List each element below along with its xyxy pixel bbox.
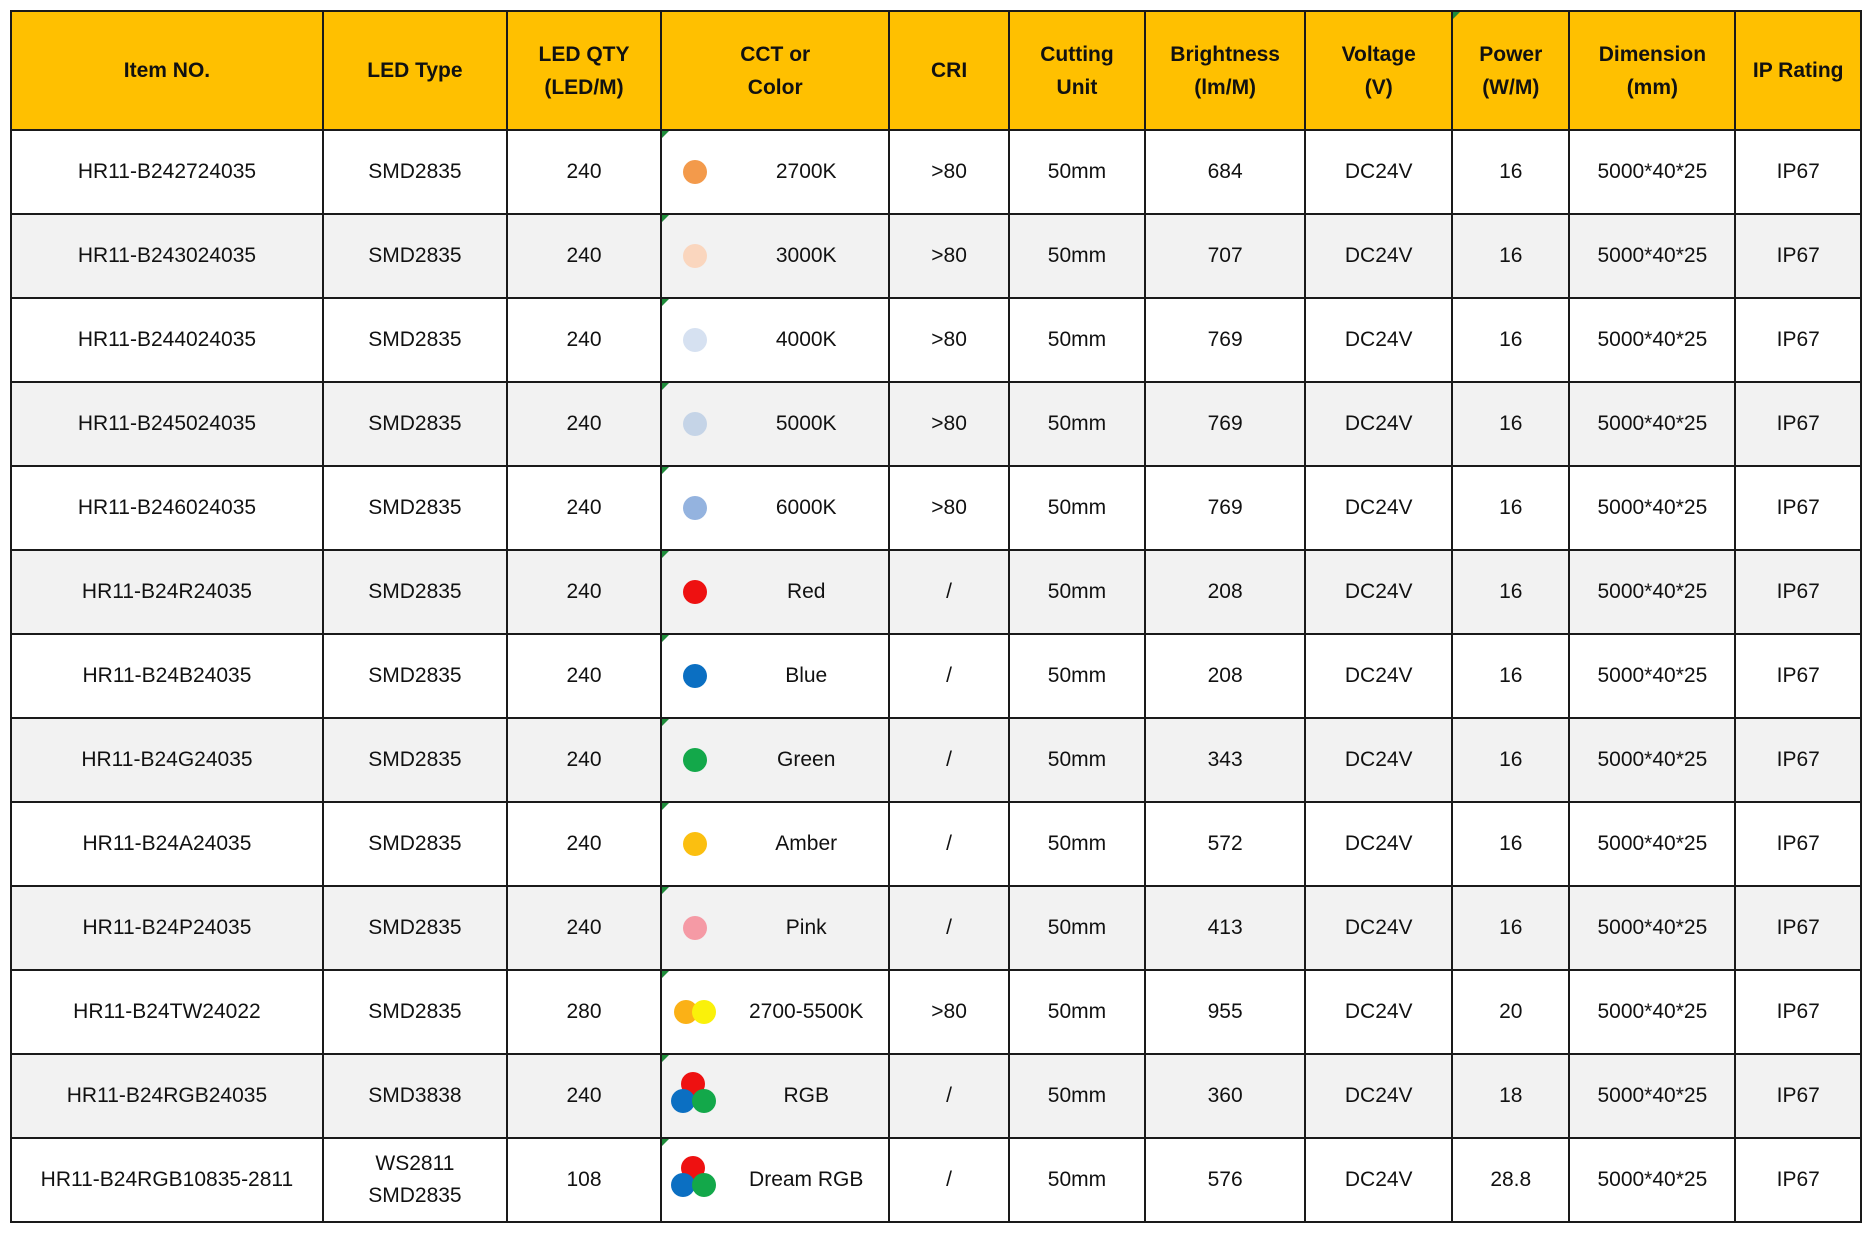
header-text: CRI <box>931 59 968 82</box>
header-text: Unit <box>1056 75 1098 99</box>
led-type-text: WS2811 <box>375 1152 455 1175</box>
color-name: 3000K <box>775 244 837 267</box>
led-type-cell <box>323 886 507 970</box>
dimension-cell: 5000*40*25 <box>1569 550 1735 634</box>
item-no-cell: HR11-B24A24035 <box>11 802 323 886</box>
voltage-cell: DC24V <box>1305 886 1452 970</box>
header-text: IP Rating <box>1752 59 1844 82</box>
led-type-text: SMD2835 <box>368 664 462 687</box>
led-color-swatch-icon <box>671 568 719 616</box>
dimension-cell: 5000*40*25 <box>1569 382 1735 466</box>
cutting-unit-cell: 50mm <box>1009 130 1145 214</box>
led-type-cell <box>323 634 507 718</box>
led-type-cell <box>323 970 507 1054</box>
cri-cell: >80 <box>889 466 1009 550</box>
led-type-text: SMD2835 <box>368 412 462 435</box>
item-no-cell: HR11-B24G24035 <box>11 718 323 802</box>
power-cell: 16 <box>1452 466 1569 550</box>
led-dot-icon <box>683 832 707 856</box>
led-color-swatch-icon <box>671 904 719 952</box>
color-cell <box>661 634 889 718</box>
color-name: 4000K <box>775 328 837 351</box>
led-type-text: SMD3838 <box>368 1084 462 1107</box>
led-qty-cell: 108 <box>507 1138 661 1222</box>
dimension-cell: 5000*40*25 <box>1569 298 1735 382</box>
color-cell <box>661 382 889 466</box>
cri-cell: / <box>889 550 1009 634</box>
table-row <box>11 298 1861 382</box>
item-no-cell: HR11-B243024035 <box>11 214 323 298</box>
led-spec-table <box>10 10 1862 1223</box>
cri-cell: >80 <box>889 214 1009 298</box>
led-type-text: SMD2835 <box>368 748 462 771</box>
color-cell <box>661 466 889 550</box>
power-cell: 16 <box>1452 298 1569 382</box>
led-type-text: SMD2835 <box>368 1184 462 1207</box>
dimension-cell: 5000*40*25 <box>1569 466 1735 550</box>
ip-rating-cell: IP67 <box>1735 970 1861 1054</box>
header-text: (V) <box>1364 75 1393 99</box>
cri-cell: / <box>889 634 1009 718</box>
cell-marker-icon <box>662 299 669 306</box>
dimension-cell: 5000*40*25 <box>1569 718 1735 802</box>
item-no-cell: HR11-B242724035 <box>11 130 323 214</box>
brightness-cell: 208 <box>1145 634 1305 718</box>
item-no-cell: HR11-B24R24035 <box>11 550 323 634</box>
led-type-cell <box>323 298 507 382</box>
cutting-unit-cell: 50mm <box>1009 382 1145 466</box>
led-type-cell <box>323 1138 507 1222</box>
item-no-cell: HR11-B24RGB24035 <box>11 1054 323 1138</box>
power-cell: 16 <box>1452 718 1569 802</box>
color-name: Red <box>786 580 826 603</box>
cell-marker-icon <box>662 383 669 390</box>
color-name: Green <box>777 748 836 771</box>
color-cell <box>661 130 889 214</box>
led-dot-icon <box>683 748 707 772</box>
header-text: Power <box>1479 42 1543 66</box>
led-qty-cell: 240 <box>507 130 661 214</box>
cell-marker-icon <box>662 719 669 726</box>
voltage-cell: DC24V <box>1305 1054 1452 1138</box>
color-cell <box>661 298 889 382</box>
led-color-swatch-icon <box>671 736 719 784</box>
led-qty-cell: 240 <box>507 550 661 634</box>
cutting-unit-cell: 50mm <box>1009 550 1145 634</box>
color-cell <box>661 550 889 634</box>
brightness-cell: 707 <box>1145 214 1305 298</box>
led-color-swatch-icon <box>671 316 719 364</box>
header-text: (LED/M) <box>544 75 624 99</box>
ip-rating-cell: IP67 <box>1735 298 1861 382</box>
table-row <box>11 1054 1861 1138</box>
item-no-cell: HR11-B24TW24022 <box>11 970 323 1054</box>
cutting-unit-cell: 50mm <box>1009 214 1145 298</box>
led-color-swatch-icon <box>671 652 719 700</box>
power-cell: 20 <box>1452 970 1569 1054</box>
led-color-swatch-icon <box>671 232 719 280</box>
header-text: Item NO. <box>123 59 211 82</box>
table-header <box>11 11 1861 130</box>
led-dot-icon <box>683 160 707 184</box>
header-item-no <box>11 11 323 130</box>
led-type-cell <box>323 1054 507 1138</box>
led-dot-icon <box>683 664 707 688</box>
color-cell <box>661 970 889 1054</box>
dimension-cell: 5000*40*25 <box>1569 214 1735 298</box>
header-text: (mm) <box>1626 75 1679 99</box>
header-ip-rating <box>1735 11 1861 130</box>
brightness-cell: 343 <box>1145 718 1305 802</box>
power-cell: 28.8 <box>1452 1138 1569 1222</box>
led-qty-cell: 240 <box>507 718 661 802</box>
cell-marker-icon <box>662 131 669 138</box>
brightness-cell: 360 <box>1145 1054 1305 1138</box>
brightness-cell: 684 <box>1145 130 1305 214</box>
color-cell <box>661 802 889 886</box>
led-type-text: SMD2835 <box>368 580 462 603</box>
header-text: Cutting <box>1040 42 1114 66</box>
dimension-cell: 5000*40*25 <box>1569 970 1735 1054</box>
led-qty-cell: 240 <box>507 802 661 886</box>
table-row <box>11 214 1861 298</box>
ip-rating-cell: IP67 <box>1735 466 1861 550</box>
led-type-cell <box>323 466 507 550</box>
cri-cell: / <box>889 1138 1009 1222</box>
cell-marker-icon <box>1453 12 1460 19</box>
led-color-swatch-icon <box>671 988 719 1036</box>
ip-rating-cell: IP67 <box>1735 1138 1861 1222</box>
cutting-unit-cell: 50mm <box>1009 970 1145 1054</box>
header-voltage <box>1305 11 1452 130</box>
dimension-cell: 5000*40*25 <box>1569 634 1735 718</box>
cutting-unit-cell: 50mm <box>1009 1054 1145 1138</box>
cell-marker-icon <box>662 1139 669 1146</box>
ip-rating-cell: IP67 <box>1735 718 1861 802</box>
header-cct-color <box>661 11 889 130</box>
header-text: LED Type <box>367 59 463 82</box>
ip-rating-cell: IP67 <box>1735 130 1861 214</box>
cutting-unit-cell: 50mm <box>1009 802 1145 886</box>
power-cell: 16 <box>1452 214 1569 298</box>
led-qty-cell: 240 <box>507 634 661 718</box>
header-dimension <box>1569 11 1735 130</box>
led-dot-icon <box>683 580 707 604</box>
cutting-unit-cell: 50mm <box>1009 718 1145 802</box>
cri-cell: / <box>889 886 1009 970</box>
cri-cell: >80 <box>889 970 1009 1054</box>
led-type-text: SMD2835 <box>368 496 462 519</box>
item-no-cell: HR11-B244024035 <box>11 298 323 382</box>
color-name: Pink <box>785 916 827 939</box>
led-type-cell <box>323 382 507 466</box>
header-text: (W/M) <box>1482 75 1540 99</box>
table-row <box>11 970 1861 1054</box>
header-cri <box>889 11 1009 130</box>
led-type-cell <box>323 718 507 802</box>
ip-rating-cell: IP67 <box>1735 550 1861 634</box>
voltage-cell: DC24V <box>1305 382 1452 466</box>
voltage-cell: DC24V <box>1305 214 1452 298</box>
cell-marker-icon <box>662 803 669 810</box>
power-cell: 16 <box>1452 886 1569 970</box>
cell-marker-icon <box>662 1055 669 1062</box>
table-row <box>11 886 1861 970</box>
header-text: Brightness <box>1170 42 1280 66</box>
voltage-cell: DC24V <box>1305 634 1452 718</box>
power-cell: 18 <box>1452 1054 1569 1138</box>
header-cutting-unit <box>1009 11 1145 130</box>
voltage-cell: DC24V <box>1305 298 1452 382</box>
led-dot-icon <box>692 1089 716 1113</box>
led-dot-icon <box>683 328 707 352</box>
led-type-text: SMD2835 <box>368 832 462 855</box>
color-cell <box>661 718 889 802</box>
cri-cell: >80 <box>889 130 1009 214</box>
item-no-cell: HR11-B246024035 <box>11 466 323 550</box>
ip-rating-cell: IP67 <box>1735 886 1861 970</box>
brightness-cell: 769 <box>1145 298 1305 382</box>
table-row <box>11 718 1861 802</box>
color-name: 2700K <box>775 160 837 183</box>
color-name: Amber <box>775 832 838 855</box>
led-type-text: SMD2835 <box>368 916 462 939</box>
led-type-text: SMD2835 <box>368 1000 462 1023</box>
dimension-cell: 5000*40*25 <box>1569 1054 1735 1138</box>
voltage-cell: DC24V <box>1305 1138 1452 1222</box>
cri-cell: >80 <box>889 298 1009 382</box>
header-text: Dimension <box>1598 42 1707 66</box>
color-cell <box>661 214 889 298</box>
brightness-cell: 769 <box>1145 382 1305 466</box>
cri-cell: / <box>889 802 1009 886</box>
cell-marker-icon <box>662 887 669 894</box>
led-type-cell <box>323 550 507 634</box>
power-cell: 16 <box>1452 130 1569 214</box>
voltage-cell: DC24V <box>1305 466 1452 550</box>
table-row <box>11 130 1861 214</box>
led-color-swatch-icon <box>671 1072 719 1120</box>
led-color-swatch-icon <box>671 400 719 448</box>
header-text: CCT or <box>740 42 811 66</box>
cutting-unit-cell: 50mm <box>1009 466 1145 550</box>
led-qty-cell: 240 <box>507 214 661 298</box>
color-name: 6000K <box>775 496 837 519</box>
header-text: LED QTY <box>538 42 630 66</box>
brightness-cell: 208 <box>1145 550 1305 634</box>
color-name: Blue <box>785 664 828 687</box>
led-dot-icon <box>683 496 707 520</box>
led-color-swatch-icon <box>671 148 719 196</box>
header-led-type <box>323 11 507 130</box>
header-row <box>11 11 1861 130</box>
voltage-cell: DC24V <box>1305 130 1452 214</box>
led-dot-icon <box>683 412 707 436</box>
led-qty-cell: 240 <box>507 1054 661 1138</box>
led-qty-cell: 240 <box>507 886 661 970</box>
color-name: RGB <box>783 1084 829 1107</box>
cutting-unit-cell: 50mm <box>1009 298 1145 382</box>
led-color-swatch-icon <box>671 484 719 532</box>
led-qty-cell: 240 <box>507 382 661 466</box>
table-row <box>11 550 1861 634</box>
power-cell: 16 <box>1452 634 1569 718</box>
cri-cell: / <box>889 718 1009 802</box>
led-qty-cell: 280 <box>507 970 661 1054</box>
header-led-qty <box>507 11 661 130</box>
voltage-cell: DC24V <box>1305 802 1452 886</box>
brightness-cell: 576 <box>1145 1138 1305 1222</box>
cell-marker-icon <box>662 467 669 474</box>
cell-marker-icon <box>662 551 669 558</box>
led-qty-cell: 240 <box>507 298 661 382</box>
header-brightness <box>1145 11 1305 130</box>
led-dot-icon <box>683 916 707 940</box>
led-dot-icon <box>683 244 707 268</box>
ip-rating-cell: IP67 <box>1735 214 1861 298</box>
voltage-cell: DC24V <box>1305 718 1452 802</box>
dimension-cell: 5000*40*25 <box>1569 802 1735 886</box>
ip-rating-cell: IP67 <box>1735 1054 1861 1138</box>
led-type-cell <box>323 130 507 214</box>
color-cell <box>661 886 889 970</box>
table-body <box>11 130 1861 1222</box>
dimension-cell: 5000*40*25 <box>1569 886 1735 970</box>
cell-marker-icon <box>662 215 669 222</box>
power-cell: 16 <box>1452 550 1569 634</box>
led-dot-icon <box>692 1173 716 1197</box>
dimension-cell: 5000*40*25 <box>1569 1138 1735 1222</box>
led-type-text: SMD2835 <box>368 244 462 267</box>
led-type-text: SMD2835 <box>368 160 462 183</box>
voltage-cell: DC24V <box>1305 970 1452 1054</box>
header-text: Voltage <box>1341 42 1416 66</box>
table-row <box>11 1138 1861 1222</box>
cell-marker-icon <box>662 635 669 642</box>
power-cell: 16 <box>1452 382 1569 466</box>
led-color-swatch-icon <box>671 820 719 868</box>
color-name: Dream RGB <box>749 1168 864 1191</box>
ip-rating-cell: IP67 <box>1735 382 1861 466</box>
color-cell <box>661 1138 889 1222</box>
cri-cell: >80 <box>889 382 1009 466</box>
spec-table-wrapper <box>10 10 1862 1223</box>
brightness-cell: 413 <box>1145 886 1305 970</box>
dimension-cell: 5000*40*25 <box>1569 130 1735 214</box>
header-power <box>1452 11 1569 130</box>
brightness-cell: 572 <box>1145 802 1305 886</box>
voltage-cell: DC24V <box>1305 550 1452 634</box>
led-qty-cell: 240 <box>507 466 661 550</box>
cutting-unit-cell: 50mm <box>1009 1138 1145 1222</box>
table-row <box>11 382 1861 466</box>
item-no-cell: HR11-B24P24035 <box>11 886 323 970</box>
cutting-unit-cell: 50mm <box>1009 886 1145 970</box>
header-text: (lm/M) <box>1194 75 1257 99</box>
ip-rating-cell: IP67 <box>1735 802 1861 886</box>
item-no-cell: HR11-B24RGB10835-2811 <box>11 1138 323 1222</box>
color-name: 2700-5500K <box>749 1000 864 1023</box>
ip-rating-cell: IP67 <box>1735 634 1861 718</box>
led-dot-icon <box>692 1000 716 1024</box>
led-color-swatch-icon <box>671 1156 719 1204</box>
power-cell: 16 <box>1452 802 1569 886</box>
item-no-cell: HR11-B24B24035 <box>11 634 323 718</box>
item-no-cell: HR11-B245024035 <box>11 382 323 466</box>
cri-cell: / <box>889 1054 1009 1138</box>
color-cell <box>661 1054 889 1138</box>
brightness-cell: 955 <box>1145 970 1305 1054</box>
cell-marker-icon <box>662 971 669 978</box>
led-type-cell <box>323 214 507 298</box>
header-text: Color <box>747 75 803 99</box>
cutting-unit-cell: 50mm <box>1009 634 1145 718</box>
color-name: 5000K <box>775 412 837 435</box>
table-row <box>11 802 1861 886</box>
table-row <box>11 466 1861 550</box>
led-type-cell <box>323 802 507 886</box>
led-type-text: SMD2835 <box>368 328 462 351</box>
table-row <box>11 634 1861 718</box>
brightness-cell: 769 <box>1145 466 1305 550</box>
